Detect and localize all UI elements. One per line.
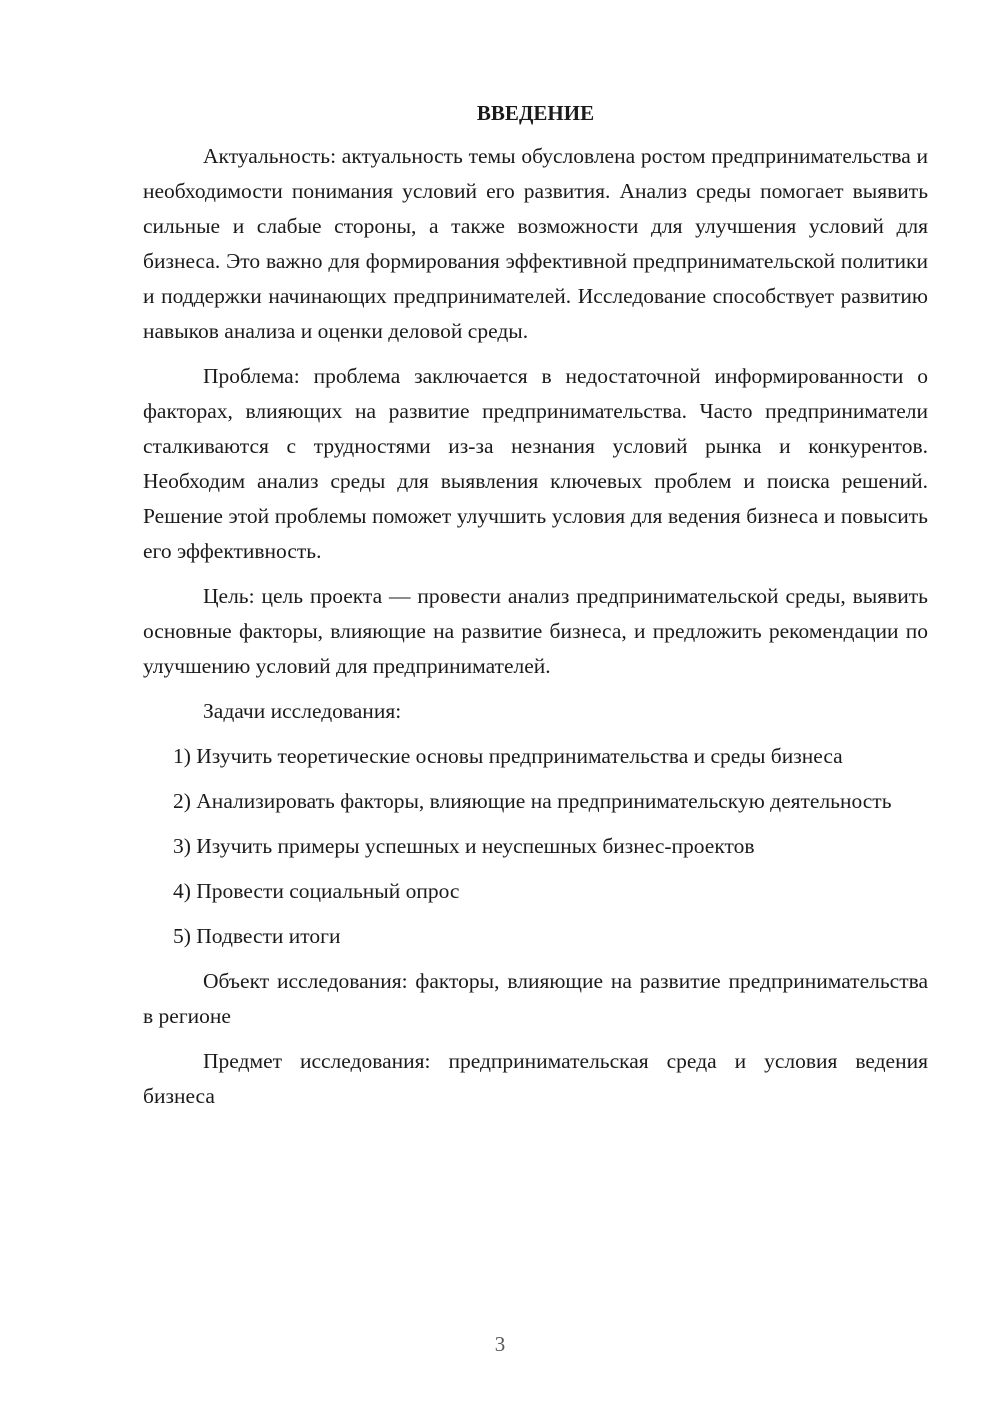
goal-paragraph: Цель: цель проекта — провести анализ предпринимательской среды, выявить основные факторы, влияющие на развитие бизнеса, и предложить рекомендации по улучшению условий для предпринимателей. [143,584,928,678]
tasks-heading: Задачи исследования: [203,699,402,723]
page-number: 3 [494,1332,506,1356]
page-content [143,96,928,1124]
section-title: ВВЕДЕНИЕ [476,101,595,125]
task-item: 4) Провести социальный опрос [173,879,460,903]
problem-paragraph: Проблема: проблема заключается в недостаточной информированности о факторах, влияющих на развитие предпринимательства. Часто предприниматели сталкиваются с трудностями из-за незнания условий рынка и конкурентов. Необходим анализ среды для выявления ключевых проблем и поиска решений. Решение этой проблемы поможет улучшить условия для ведения бизнеса и повысить его эффективность. [143,364,928,563]
research-object-paragraph: Объект исследования: факторы, влияющие на развитие предпринимательства в регионе [143,969,928,1028]
research-subject-paragraph: Предмет исследования: предпринимательская среда и условия ведения бизнеса [143,1049,928,1108]
relevance-paragraph: Актуальность: актуальность темы обусловлена ростом предпринимательства и необходимости понимания условий его развития. Анализ среды помогает выявить сильные и слабые стороны, а также возможности для улучшения условий для бизнеса. Это важно для формирования эффективной предпринимательской политики и поддержки начинающих предпринимателей. Исследование способствует развитию навыков анализа и оценки деловой среды. [143,144,928,343]
task-item: 3) Изучить примеры успешных и неуспешных бизнес-проектов [173,834,755,858]
task-item: 2) Анализировать факторы, влияющие на предпринимательскую деятельность [173,789,892,813]
task-item: 5) Подвести итоги [173,924,341,948]
task-item: 1) Изучить теоретические основы предпринимательства и среды бизнеса [173,744,843,768]
